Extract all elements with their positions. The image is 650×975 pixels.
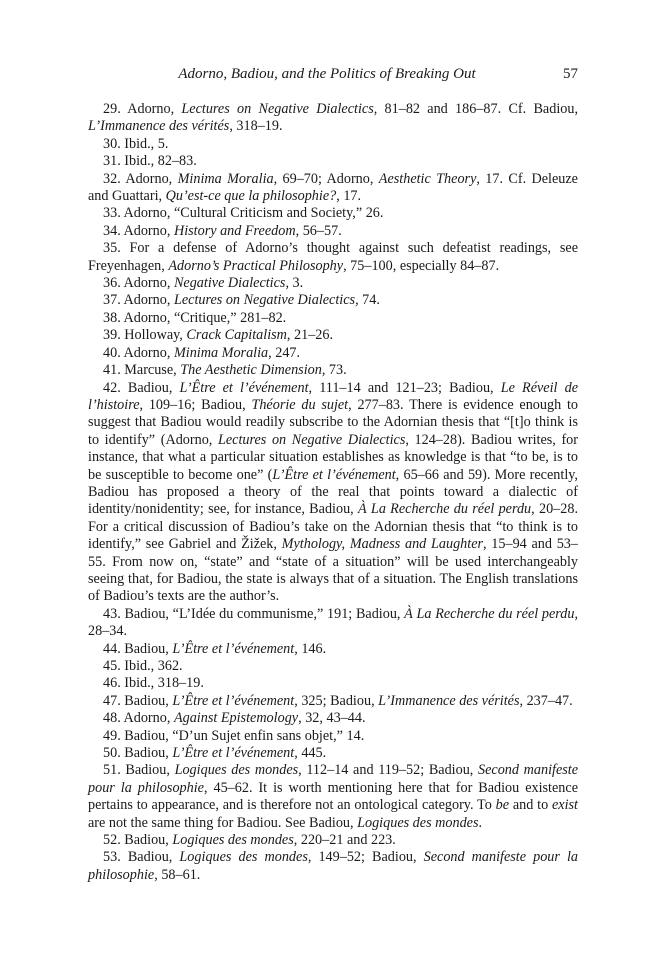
endnote-number: 42 [103, 379, 118, 396]
endnote-number: 43 [103, 605, 118, 622]
running-head [88, 66, 578, 86]
endnotes-list [88, 101, 578, 884]
endnote-52: 52. Badiou, Logiques des mondes, 220–21 and 223. [103, 832, 396, 849]
endnote-44: 44. Badiou, L’Être et l’événement, 146. [103, 640, 327, 657]
endnote-number: 50 [103, 745, 118, 762]
endnote-40: 40. Adorno, Minima Moralia, 247. [103, 344, 301, 361]
endnote-number: 39 [103, 327, 118, 344]
endnote-29: 29. Adorno, Lectures on Negative Dialectics, 81–82 and 186–87. Cf. Badiou, L’Immanence des vérités, 318–19. [88, 101, 578, 135]
endnote-number: 53 [103, 849, 118, 866]
endnote-text: For a defense of Adorno’s thought against such defeatist readings, see Freyenhagen, Adorno’s Practical Philosophy, 75–100, especially 84–87. [88, 240, 578, 274]
endnote-35: 35. For a defense of Adorno’s thought against such defeatist readings, see Freyenhagen, Adorno’s Practical Philosophy, 75–100, especially 84–87. [88, 240, 578, 274]
endnote-text: Adorno, Lectures on Negative Dialectics, 74. [123, 292, 380, 309]
endnote-39: 39. Holloway, Crack Capitalism, 21–26. [103, 327, 334, 344]
endnote-53: 53. Badiou, Logiques des mondes, 149–52; Badiou, Second manifeste pour la philosophie, 58–61. [88, 849, 579, 883]
endnote-number: 30 [103, 135, 118, 152]
endnote-47: 47. Badiou, L’Être et l’événement, 325; Badiou, L’Immanence des vérités, 237–47. [103, 692, 573, 709]
endnote-48: 48. Adorno, Against Epistemology, 32, 43–44. [103, 710, 366, 727]
endnote-30: 30. Ibid., 5. [103, 135, 169, 152]
endnote-text: Adorno, Minima Moralia, 247. [123, 344, 301, 361]
endnote-text: Ibid., 362. [124, 658, 183, 674]
endnote-text: Holloway, Crack Capitalism, 21–26. [124, 327, 334, 344]
endnote-text: Adorno, Against Epistemology, 32, 43–44. [123, 710, 366, 727]
endnote-number: 51 [103, 762, 118, 779]
endnote-text: Badiou, L’Être et l’événement, 325; Badiou, L’Immanence des vérités, 237–47. [124, 692, 573, 709]
endnote-50: 50. Badiou, L’Être et l’événement, 445. [103, 745, 327, 762]
endnote-text: Badiou, “L’Idée du communisme,” 191; Badiou, À La Recherche du réel perdu, 28–34. [88, 605, 578, 640]
endnote-46: 46. Ibid., 318–19. [103, 675, 204, 692]
endnote-text: Badiou, L’Être et l’événement, 146. [124, 640, 327, 657]
endnote-number: 45 [103, 658, 118, 674]
endnote-text: Adorno, Lectures on Negative Dialectics, 81–82 and 186–87. Cf. Badiou, L’Immanence des vérités, 318–19. [88, 101, 578, 135]
endnote-number: 44 [103, 640, 118, 657]
endnote-49: 49. Badiou, “D’un Sujet enfin sans objet,” 14. [103, 727, 365, 744]
endnote-number: 35 [103, 240, 118, 257]
endnote-text: Badiou, Logiques des mondes, 112–14 and 119–52; Badiou, Second manifeste pour la philosophie, 45–62. It is worth mentioning here that for Badiou existence pertains to appearance, and is therefore not an ontological category. To be and to exist are not the same thing for Badiou. See Badiou, Logiques des mondes. [88, 762, 579, 831]
endnote-37: 37. Adorno, Lectures on Negative Dialectics, 74. [103, 292, 380, 309]
endnote-text: Badiou, Logiques des mondes, 220–21 and 223. [124, 832, 396, 849]
endnote-number: 34 [103, 222, 118, 239]
endnote-text: Badiou, “D’un Sujet enfin sans objet,” 14. [124, 727, 365, 744]
endnote-number: 52 [103, 832, 118, 849]
endnote-number: 33 [103, 205, 118, 222]
endnote-text: Ibid., 82–83. [124, 153, 197, 170]
endnote-number: 38 [103, 309, 118, 326]
endnote-45: 45. Ibid., 362. [103, 658, 183, 674]
endnote-number: 29 [103, 101, 118, 117]
endnote-31: 31. Ibid., 82–83. [103, 153, 197, 170]
endnote-number: 48 [103, 710, 118, 727]
endnote-text: Adorno, Minima Moralia, 69–70; Adorno, Aesthetic Theory, 17. Cf. Deleuze and Guattari, Qu’est-ce que la philosophie?, 17. [88, 170, 578, 205]
endnote-text: Adorno, “Critique,” 281–82. [123, 309, 287, 326]
running-title: Adorno, Badiou, and the Politics of Breaking Out [178, 66, 476, 82]
endnote-text: Ibid., 318–19. [124, 675, 204, 692]
endnote-text: Adorno, History and Freedom, 56–57. [123, 222, 342, 239]
endnote-number: 37 [103, 292, 118, 309]
endnote-43: 43. Badiou, “L’Idée du communisme,” 191; Badiou, À La Recherche du réel perdu, 28–34. [88, 605, 578, 640]
endnote-text: Badiou, L’Être et l’événement, 445. [124, 745, 327, 762]
endnote-text: Badiou, L’Être et l’événement, 111–14 and 121–23; Badiou, Le Réveil de l’histoire, 109–16; Badiou, Théorie du sujet, 277–83. There is evidence enough to suggest that Badiou would readily subscribe to the Adornian thesis that “[t]o think is to identify” (Adorno, Lectures on Negative Dialectics, 124–28). Badiou writes, for instance, that what a particular situation establishes as knowledge is that “to be, is to be susceptible to become one” (L’Être et l’événement, 65–66 and 59). More recently, Badiou has proposed a theory of the real that points toward a dialectic of identity/nonidentity; see, for instance, Badiou, À La Recherche du réel perdu, 20–28. For a critical discussion of Badiou’s take on the Adornian thesis that “to think is to identify,” see Gabriel and Žižek, Mythology, Madness and Laughter, 15–94 and 53–55. From now on, “state” and “state of a situation” will be used interchangeably seeing that, for Badiou, the state is always that of a situation. The English translations of Badiou’s texts are the author’s. [88, 379, 579, 605]
endnote-number: 32 [103, 170, 118, 187]
endnote-text: Adorno, Negative Dialectics, 3. [123, 275, 304, 292]
endnote-number: 46 [103, 675, 118, 692]
endnote-38: 38. Adorno, “Critique,” 281–82. [103, 309, 287, 326]
endnote-number: 47 [103, 692, 118, 709]
endnote-number: 49 [103, 727, 118, 744]
endnote-number: 40 [103, 344, 118, 361]
endnote-text: Marcuse, The Aesthetic Dimension, 73. [124, 362, 347, 379]
endnote-41: 41. Marcuse, The Aesthetic Dimension, 73. [103, 362, 347, 379]
endnote-51: 51. Badiou, Logiques des mondes, 112–14 and 119–52; Badiou, Second manifeste pour la philosophie, 45–62. It is worth mentioning here that for Badiou existence pertains to appearance, and is therefore not an ontological category. To be and to exist are not the same thing for Badiou. See Badiou, Logiques des mondes. [88, 762, 579, 831]
endnote-text: Adorno, “Cultural Criticism and Society,” 26. [123, 205, 384, 222]
endnote-number: 36 [103, 275, 118, 292]
page-number: 57 [563, 66, 578, 82]
endnote-36: 36. Adorno, Negative Dialectics, 3. [103, 275, 304, 292]
endnote-number: 41 [103, 362, 118, 379]
endnote-text: Badiou, Logiques des mondes, 149–52; Badiou, Second manifeste pour la philosophie, 58–61. [88, 849, 579, 883]
endnote-34: 34. Adorno, History and Freedom, 56–57. [103, 222, 342, 239]
endnote-33: 33. Adorno, “Cultural Criticism and Society,” 26. [103, 205, 384, 222]
endnote-text: Ibid., 5. [124, 135, 169, 152]
endnote-42: 42. Badiou, L’Être et l’événement, 111–14 and 121–23; Badiou, Le Réveil de l’histoire, 109–16; Badiou, Théorie du sujet, 277–83. There is evidence enough to suggest that Badiou would readily subscribe to the Adornian thesis that “[t]o think is to identify” (Adorno, Lectures on Negative Dialectics, 124–28). Badiou writes, for instance, that what a particular situation establishes as knowledge is that “to be, is to be susceptible to become one” (L’Être et l’événement, 65–66 and 59). More recently, Badiou has proposed a theory of the real that points toward a dialectic of identity/nonidentity; see, for instance, Badiou, À La Recherche du réel perdu, 20–28. For a critical discussion of Badiou’s take on the Adornian thesis that “to think is to identify,” see Gabriel and Žižek, Mythology, Madness and Laughter, 15–94 and 53–55. From now on, “state” and “state of a situation” will be used interchangeably seeing that, for Badiou, the state is always that of a situation. The English translations of Badiou’s texts are the author’s. [88, 379, 579, 605]
endnote-32: 32. Adorno, Minima Moralia, 69–70; Adorno, Aesthetic Theory, 17. Cf. Deleuze and Guattari, Qu’est-ce que la philosophie?, 17. [88, 170, 578, 205]
endnote-number: 31 [103, 153, 118, 170]
